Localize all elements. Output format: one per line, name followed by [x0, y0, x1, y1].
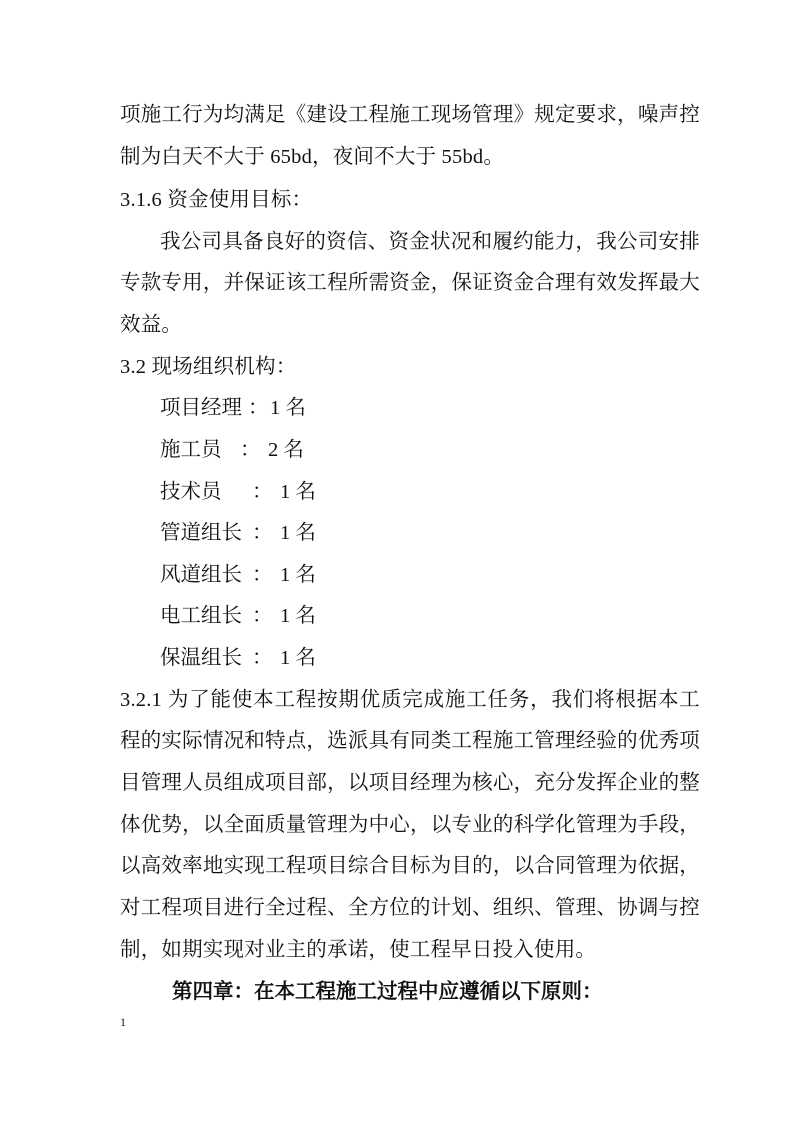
roster-role: 保温组长: [160, 647, 242, 669]
roster-sep: ：: [252, 522, 273, 544]
body-line: 对工程项目进行全过程、全方位的计划、组织、管理、协调与控: [120, 897, 700, 919]
roster-sep: ：: [252, 564, 273, 586]
section-heading-3-1-6: 3.1.6 资金使用目标：: [120, 189, 313, 211]
roster-sep: ：: [252, 481, 273, 503]
roster-count: 1 名: [280, 522, 316, 544]
roster-count: 1 名: [280, 647, 316, 669]
roster-sep: ：: [248, 397, 269, 419]
body-line: 制为白天不大于 65bd，夜间不大于 55bd。: [120, 146, 505, 168]
roster-role: 项目经理: [160, 397, 242, 419]
roster-sep: ：: [252, 605, 273, 627]
roster-sep: ：: [240, 439, 261, 461]
section-heading-3-2: 3.2 现场组织机构：: [120, 356, 297, 378]
body-line: 程的实际情况和特点，选派具有同类工程施工管理经验的优秀项: [120, 730, 700, 752]
roster-role: 技术员: [160, 481, 222, 503]
body-line: 项施工行为均满足《建设工程施工现场管理》规定要求，噪声控: [120, 104, 700, 126]
body-line: 专款专用，并保证该工程所需资金，保证资金合理有效发挥最大: [120, 272, 700, 294]
body-line: 3.2.1 为了能使本工程按期优质完成施工任务，我们将根据本工: [120, 689, 700, 711]
roster-role: 风道组长: [160, 564, 242, 586]
chapter-4-heading: 第四章：在本工程施工过程中应遵循以下原则：: [172, 981, 603, 1003]
roster-role: 管道组长: [160, 522, 242, 544]
roster-count: 1 名: [280, 481, 316, 503]
roster-role: 电工组长: [160, 605, 242, 627]
roster-role: 施工员: [160, 439, 222, 461]
body-line: 体优势，以全面质量管理为中心，以专业的科学化管理为手段，: [120, 814, 700, 836]
roster-count: 1 名: [280, 564, 316, 586]
body-line: 我公司具备良好的资信、资金状况和履约能力，我公司安排: [160, 231, 700, 253]
roster-count: 1 名: [280, 605, 316, 627]
body-line: 以高效率地实现工程项目综合目标为目的，以合同管理为依据，: [120, 855, 700, 877]
page-number: 1: [120, 1015, 126, 1029]
roster-count: 1 名: [270, 397, 306, 419]
body-line: 制，如期实现对业主的承诺，使工程早日投入使用。: [120, 939, 597, 961]
roster-count: 2 名: [268, 439, 304, 461]
body-line: 效益。: [120, 314, 183, 336]
body-line: 目管理人员组成项目部，以项目经理为核心，充分发挥企业的整: [120, 772, 700, 794]
roster-sep: ：: [252, 647, 273, 669]
